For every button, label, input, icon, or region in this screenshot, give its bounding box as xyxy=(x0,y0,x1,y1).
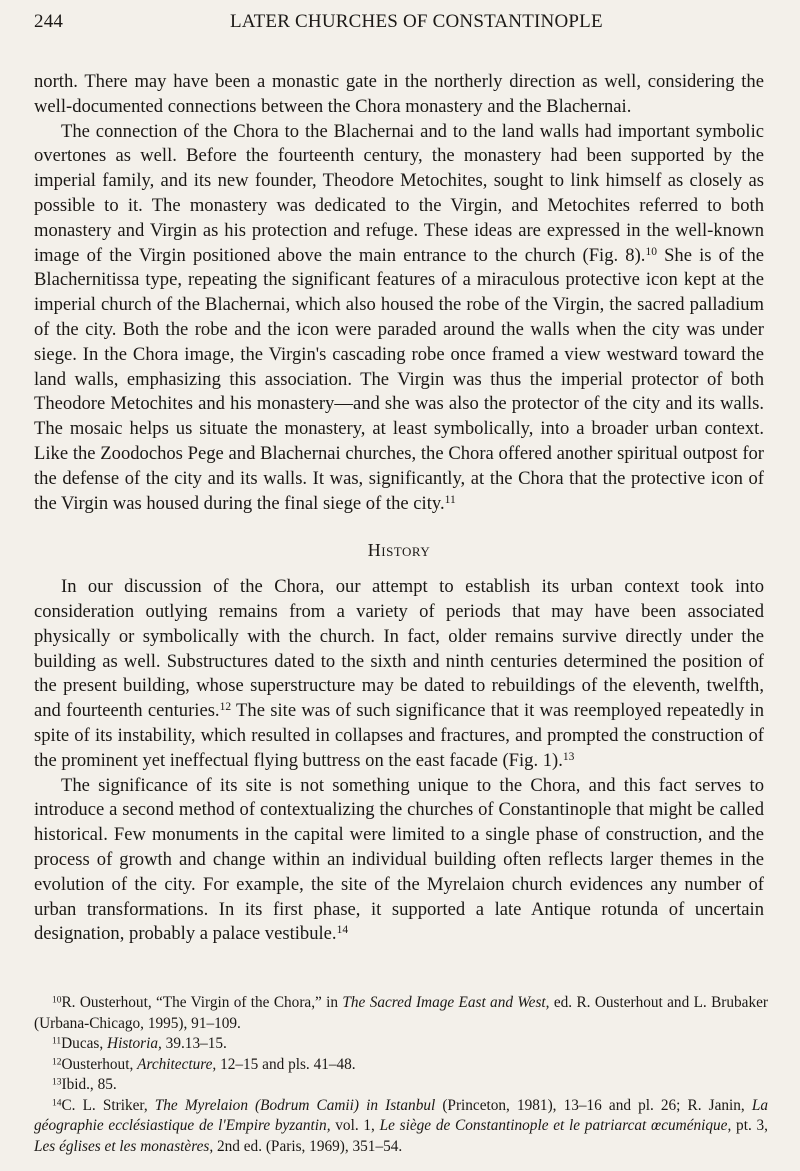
footnote-11 xyxy=(34,1034,768,1055)
footnotes xyxy=(34,993,768,1157)
footnote-title: Le siège de Constantinople et le patriarcat œcuménique, xyxy=(379,1117,732,1134)
footnote-number: 13 xyxy=(52,1077,62,1088)
footnote-text: Ousterhout, xyxy=(61,1055,138,1073)
footnote-title: La géographie ecclésiastique de l'Empire byzantin, xyxy=(34,1096,769,1134)
section-heading: History xyxy=(367,540,431,561)
footnote-text: vol. 1, xyxy=(330,1117,380,1134)
footnote-title: Historia, xyxy=(107,1035,162,1052)
footnote-number: 14 xyxy=(52,1097,62,1108)
footnote-ref-11[interactable]: 11 xyxy=(444,493,456,506)
footnote-ref-13[interactable]: 13 xyxy=(562,750,575,763)
paragraph-3 xyxy=(34,575,764,773)
paragraph-2-text-b: She is of the Blachernitissa type, repeating the significant features of a miraculous protective icon kept at the imperial church of the Blachernai, which also housed the robe of the Virgin, the sacred palladium of the city. Both the robe and the icon were paraded around the walls when the city was under siege. In the Chora image, the Virgin's cascading robe once framed a view westward toward the land walls, emphasizing this association. The Virgin was thus the imperial protector of both Theodore Metochites and his monastery—and she was also the protector of the city and its walls. The mosaic helps us situate the monastery, at least symbolically, into a broader urban context. Like the Zoodochos Pege and Blachernai churches, the Chora offered another spiritual outpost for the defense of the city and its walls. It was, significantly, at the Chora that the protective icon of the Virgin was housed during the final siege of the city. xyxy=(34,244,764,514)
footnote-text: 12–15 and pls. 41–48. xyxy=(216,1055,356,1073)
paragraph-4-text: The significance of its site is not something unique to the Chora, and this fact serves to introduce a second method of contextualizing the churches of Constantinople that might be called historical. Few monuments in the capital were limited to a single phase of construction, and the process of growth and change within an individual building often reflects larger themes in the evolution of the city. For example, the site of the Myrelaion church evidences any number of urban transformations. In its first phase, it supported a late Antique rotunda of uncertain designation, probably a palace vestibule. xyxy=(34,774,764,945)
running-title: LATER CHURCHES OF CONSTANTINOPLE xyxy=(230,11,603,32)
footnote-14 xyxy=(34,1096,768,1158)
footnote-text: 39.13–15. xyxy=(161,1035,227,1052)
running-head xyxy=(34,11,766,41)
footnote-text: Ducas, xyxy=(61,1035,108,1052)
footnote-number: 12 xyxy=(52,1056,62,1067)
footnote-text: ed. R. Ousterhout and L. Brubaker (Urbana-Chicago, 1995), 91–109. xyxy=(34,994,768,1032)
paragraph-2 xyxy=(34,120,764,517)
footnote-10 xyxy=(34,993,768,1034)
footnote-text: Ibid., 85. xyxy=(61,1076,117,1093)
footnote-title: Les églises et les monastères, xyxy=(34,1137,214,1155)
footnote-text: pt. 3, xyxy=(731,1117,768,1134)
footnote-title: Architecture, xyxy=(137,1055,217,1073)
paragraph-4 xyxy=(34,774,764,948)
paragraph-3-text-a: In our discussion of the Chora, our attempt to establish its urban context took into consideration outlying remains from a variety of periods that may have been associated physically or symbolically with the church. In fact, older remains survive directly under the building as well. Substructures dated to the sixth and ninth centuries determined the position of the present building, whose superstructure may be dated to rebuildings of the eleventh, twelfth, and fourteenth centuries. xyxy=(34,576,764,722)
footnote-12 xyxy=(34,1055,768,1076)
footnote-text: (Princeton, 1981), 13–16 and pl. 26; R. Janin, xyxy=(435,1096,752,1114)
footnote-title: The Sacred Image East and West, xyxy=(342,994,550,1011)
page-number: 244 xyxy=(34,11,64,32)
footnote-ref-10[interactable]: 10 xyxy=(645,245,657,258)
footnote-ref-14[interactable]: 14 xyxy=(336,924,349,937)
paragraph-1 xyxy=(34,70,764,120)
footnote-number: 10 xyxy=(52,995,62,1006)
paragraph-1-text: north. There may have been a monastic gate in the northerly direction as well, considering the well-documented connections between the Chora monastery and the Blachernai. xyxy=(34,71,764,117)
body-text xyxy=(34,70,764,947)
paragraph-2-text-a: The connection of the Chora to the Blachernai and to the land walls had important symbolic overtones as well. Before the fourteenth century, the monastery had been supported by the imperial family, and its new founder, Theodore Metochites, sought to link himself as closely as possible to it. The monastery was dedicated to the Virgin, and Metochites referred to both monastery and Virgin as his protection and refuge. These ideas are expressed in the well-known image of the Virgin positioned above the main entrance to the church (Fig. 8). xyxy=(34,120,764,266)
footnote-13 xyxy=(34,1075,768,1096)
footnote-number: 11 xyxy=(52,1036,62,1047)
footnote-text: 2nd ed. (Paris, 1969), 351–54. xyxy=(213,1137,403,1155)
footnote-ref-12[interactable]: 12 xyxy=(219,701,232,714)
footnote-text: R. Ousterhout, “The Virgin of the Chora,” in xyxy=(61,994,343,1011)
paragraph-3-text-b: The site was of such significance that it was reemployed repeatedly in spite of its instability, which resulted in collapses and fractures, and prompted the construction of the prominent yet ineffectual flying buttress on the east facade (Fig. 1). xyxy=(34,700,765,771)
footnote-title: The Myrelaion (Bodrum Camii) in Istanbul xyxy=(154,1096,436,1114)
footnote-text: C. L. Striker, xyxy=(61,1096,155,1114)
